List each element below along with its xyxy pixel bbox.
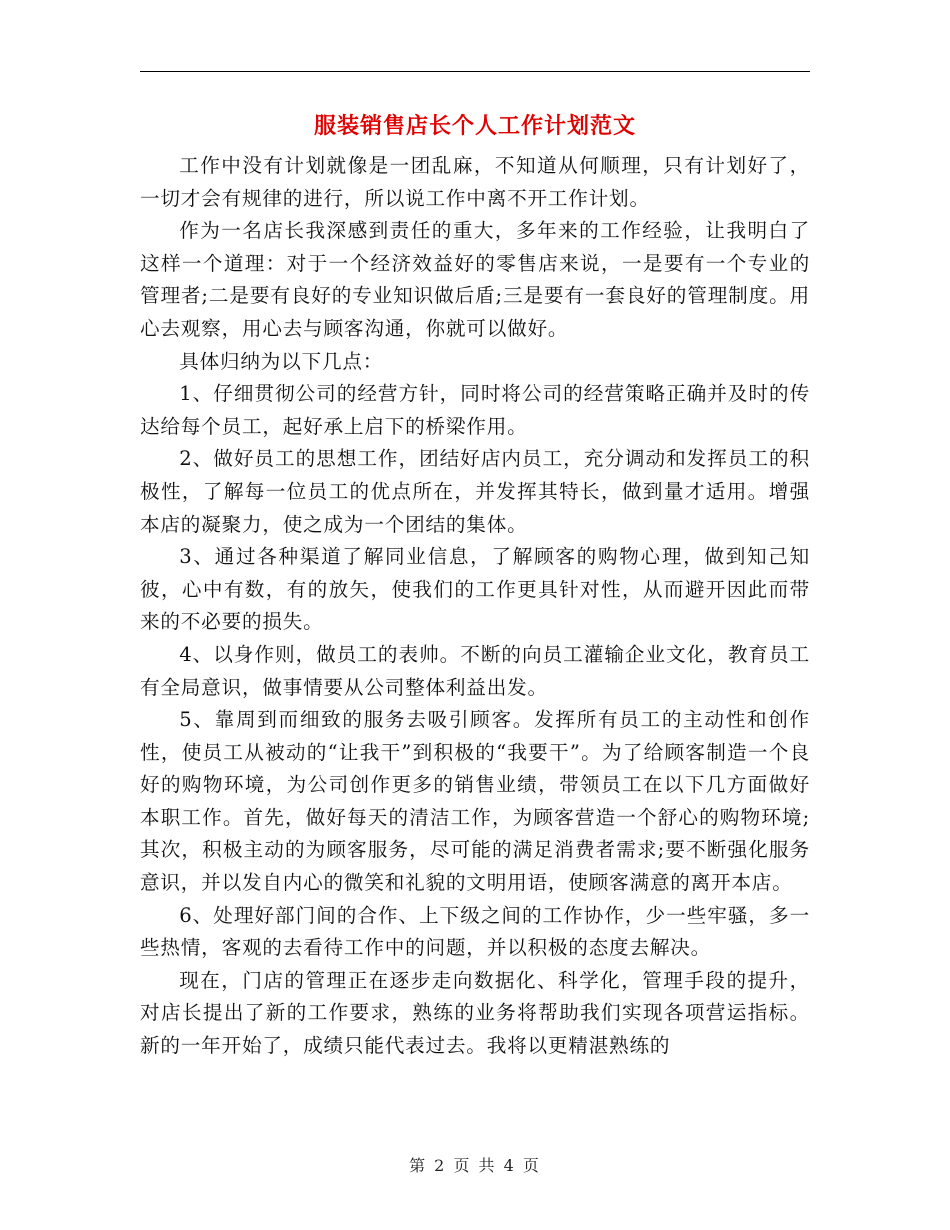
document-title: 服装销售店长个人工作计划范文 [313, 113, 636, 139]
header-rule [140, 71, 810, 72]
paragraph-point-1: 1、仔细贯彻公司的经营方针，同时将公司的经营策略正确并及时的传达给每个员工，起好承上启下的桥梁作用。 [140, 382, 810, 438]
paragraph-intro: 工作中没有计划就像是一团乱麻，不知道从何顺理，只有计划好了，一切才会有规律的进行，所以说工作中离不开工作计划。 [140, 154, 810, 210]
paragraph-point-4: 4、以身作则，做员工的表帅。不断的向员工灌输企业文化，教育员工有全局意识，做事情要从公司整体利益出发。 [140, 642, 810, 699]
paragraph-point-6: 6、处理好部门间的合作、上下级之间的工作协作，少一些牢骚，多一些热情，客观的去看待工作中的问题，并以积极的态度去解决。 [140, 903, 810, 960]
paragraph-summary-heading: 具体归纳为以下几点： [179, 349, 384, 373]
paragraph-manager-role: 作为一名店长我深感到责任的重大，多年来的工作经验，让我明白了这样一个道理：对于一个经济效益好的零售店来说，一是要有一个专业的管理者;二是要有良好的专业知识做后盾;三是要有一套良好的管理制度。用心去观察，用心去与顾客沟通，你就可以做好。 [140, 219, 810, 340]
paragraph-conclusion: 现在，门店的管理正在逐步走向数据化、科学化，管理手段的提升，对店长提出了新的工作要求，熟练的业务将帮助我们实现各项营运指标。新的一年开始了，成绩只能代表过去。我将以更精湛熟练的 [140, 968, 810, 1058]
paragraph-point-5: 5、靠周到而细致的服务去吸引顾客。发挥所有员工的主动性和创作性，使员工从被动的“让我干”到积极的“我要干”。为了给顾客制造一个良好的购物环境，为公司创作更多的销售业绩，带领员工在以下几方面做好本职工作。首先，做好每天的清洁工作，为顾客营造一个舒心的购物环境;其次，积极主动的为顾客服务，尽可能的满足消费者需求;要不断强化服务意识，并以发自内心的微笑和礼貌的文明用语，使顾客满意的离开本店。 [140, 708, 810, 895]
document-body [140, 150, 810, 1063]
page-number: 第 2 页 共 4 页 [409, 1156, 541, 1175]
paragraph-point-3: 3、通过各种渠道了解同业信息，了解顾客的购物心理，做到知己知彼，心中有数，有的放矢，使我们的工作更具针对性，从而避开因此而带来的不必要的损失。 [140, 545, 810, 634]
paragraph-point-2: 2、做好员工的思想工作，团结好店内员工，充分调动和发挥员工的积极性，了解每一位员工的优点所在，并发挥其特长，做到量才适用。增强本店的凝聚力，使之成为一个团结的集体。 [140, 447, 810, 536]
